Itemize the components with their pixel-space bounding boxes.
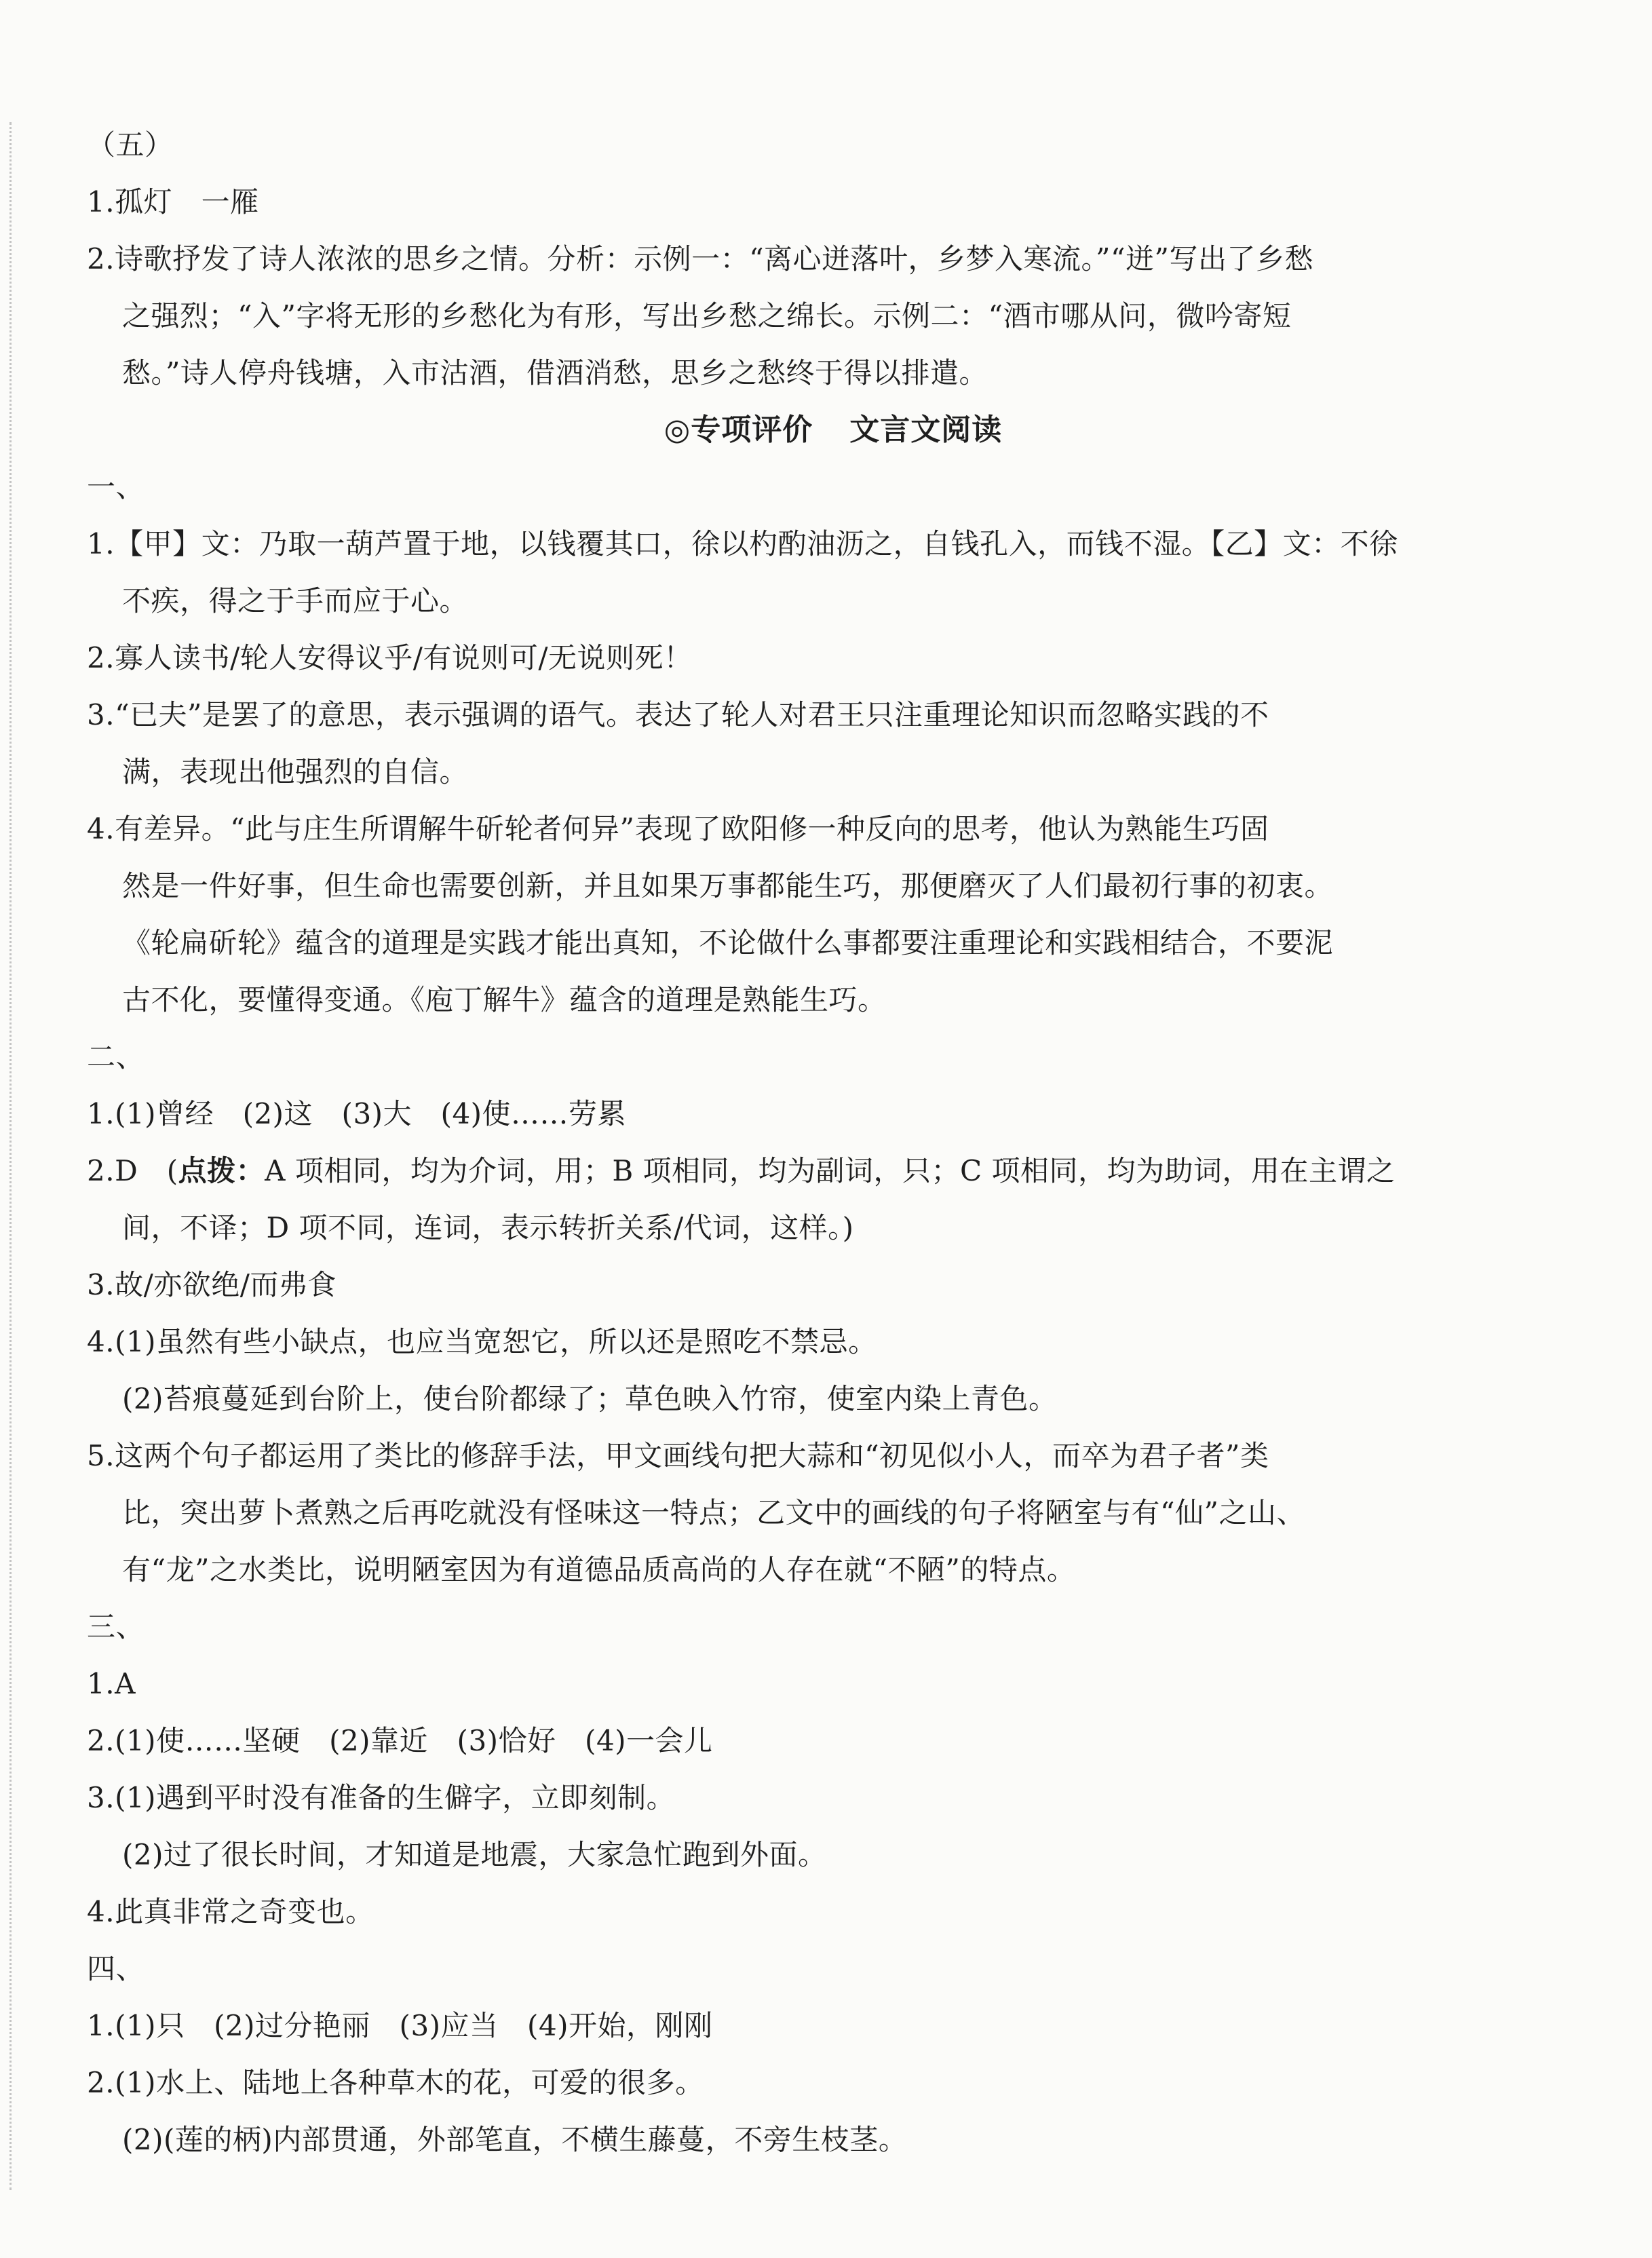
part-1-answer-1-line-1: 1.【甲】文：乃取一葫芦置于地，以钱覆其口，徐以杓酌油沥之，自钱孔入，而钱不湿。【乙】文：不徐: [87, 527, 1398, 560]
part-1-heading: 一、: [87, 470, 145, 503]
section-title-part-1: ◎专项评价: [664, 413, 813, 447]
part-2-answer-2-prefix: 2.D (: [87, 1154, 178, 1187]
part-2-answer-2-line-1: [87, 1143, 1451, 1200]
hint-label: 点拨：: [178, 1154, 265, 1187]
part-2-answer-1: 1.(1)曾经 (2)这 (3)大 (4)使……劳累: [87, 1097, 627, 1130]
part-2-answer-2-text: A 项相同，均为介词，用；B 项相同，均为副词，只；C 项相同，均为助词，用在主谓之: [265, 1154, 1396, 1187]
binding-margin-line: [9, 122, 12, 2190]
part-2-answer-2-line-2: 间，不译；D 项不同，连词，表示转折关系/代词，这样。): [122, 1211, 854, 1244]
part-2-heading: 二、: [87, 1040, 145, 1073]
part-1-answer-2: 2.寡人读书/轮人安得议乎/有说则可/无说则死！: [87, 641, 693, 674]
part-1-answer-4-line-4: 古不化，要懂得变通。《庖丁解牛》蕴含的道理是熟能生巧。: [122, 983, 887, 1016]
part-3-answer-3-2: (2)过了很长时间，才知道是地震，大家急忙跑到外面。: [122, 1838, 827, 1871]
part-2-answer-5-line-2: 比，突出萝卜煮熟之后再吃就没有怪味这一特点；乙文中的画线的句子将陋室与有“仙”之山、: [122, 1496, 1305, 1529]
part-2-answer-5-line-3: 有“龙”之水类比，说明陋室因为有道德品质高尚的人存在就“不陋”的特点。: [122, 1553, 1076, 1586]
part-4-answer-2-2: (2)(莲的柄)内部贯通，外部笔直，不横生藤蔓，不旁生枝茎。: [122, 2123, 908, 2156]
part-1-answer-3-line-1: 3.“已夫”是罢了的意思，表示强调的语气。表达了轮人对君王只注重理论知识而忽略实践的不: [87, 698, 1269, 731]
section-five-answer-1: 1.孤灯 一雁: [87, 185, 259, 218]
answer-page: [87, 117, 1451, 2168]
part-4-answer-1: 1.(1)只 (2)过分艳丽 (3)应当 (4)开始，刚刚: [87, 2009, 713, 2042]
part-3-answer-3-1: 3.(1)遇到平时没有准备的生僻字，立即刻制。: [87, 1781, 676, 1814]
section-five-answer-2-line-1: 2.诗歌抒发了诗人浓浓的思乡之情。分析：示例一：“离心迸落叶，乡梦入寒流。”“迸”写出了乡愁: [87, 242, 1313, 275]
part-3-answer-4: 4.此真非常之奇变也。: [87, 1895, 374, 1928]
section-five-answer-2-line-3: 愁。”诗人停舟钱塘，入市沽酒，借酒消愁，思乡之愁终于得以排遣。: [122, 356, 988, 389]
part-1-answer-3-line-2: 满，表现出他强烈的自信。: [122, 755, 469, 788]
section-title: [87, 402, 1451, 459]
part-1-answer-4-line-2: 然是一件好事，但生命也需要创新，并且如果万事都能生巧，那便磨灭了人们最初行事的初衷。: [122, 869, 1334, 902]
section-five-answer-2-line-2: 之强烈；“入”字将无形的乡愁化为有形，写出乡愁之绵长。示例二：“酒市哪从问，微吟寄短: [122, 299, 1292, 332]
part-1-answer-4-line-1: 4.有差异。“此与庄生所谓解牛斫轮者何异”表现了欧阳修一种反向的思考，他认为熟能生巧固: [87, 812, 1269, 845]
part-2-answer-4-1: 4.(1)虽然有些小缺点，也应当宽恕它，所以还是照吃不禁忌。: [87, 1325, 877, 1358]
section-five-heading: （五）: [87, 128, 174, 161]
part-4-answer-2-1: 2.(1)水上、陆地上各种草木的花，可爱的很多。: [87, 2066, 704, 2099]
section-title-part-2: 文言文阅读: [849, 413, 1003, 447]
part-3-answer-1: 1.A: [87, 1667, 136, 1700]
part-3-heading: 三、: [87, 1610, 145, 1643]
part-2-answer-3: 3.故/亦欲绝/而弗食: [87, 1268, 337, 1301]
part-3-answer-2: 2.(1)使……坚硬 (2)靠近 (3)恰好 (4)一会儿: [87, 1724, 713, 1757]
part-1-answer-1-line-2: 不疾，得之于手而应于心。: [122, 584, 469, 617]
part-2-answer-4-2: (2)苔痕蔓延到台阶上，使台阶都绿了；草色映入竹帘，使室内染上青色。: [122, 1382, 1058, 1415]
part-1-answer-4-line-3: 《轮扁斫轮》蕴含的道理是实践才能出真知，不论做什么事都要注重理论和实践相结合，不要泥: [122, 926, 1334, 959]
part-2-answer-5-line-1: 5.这两个句子都运用了类比的修辞手法，甲文画线句把大蒜和“初见似小人，而卒为君子者”类: [87, 1439, 1269, 1472]
part-4-heading: 四、: [87, 1952, 145, 1985]
